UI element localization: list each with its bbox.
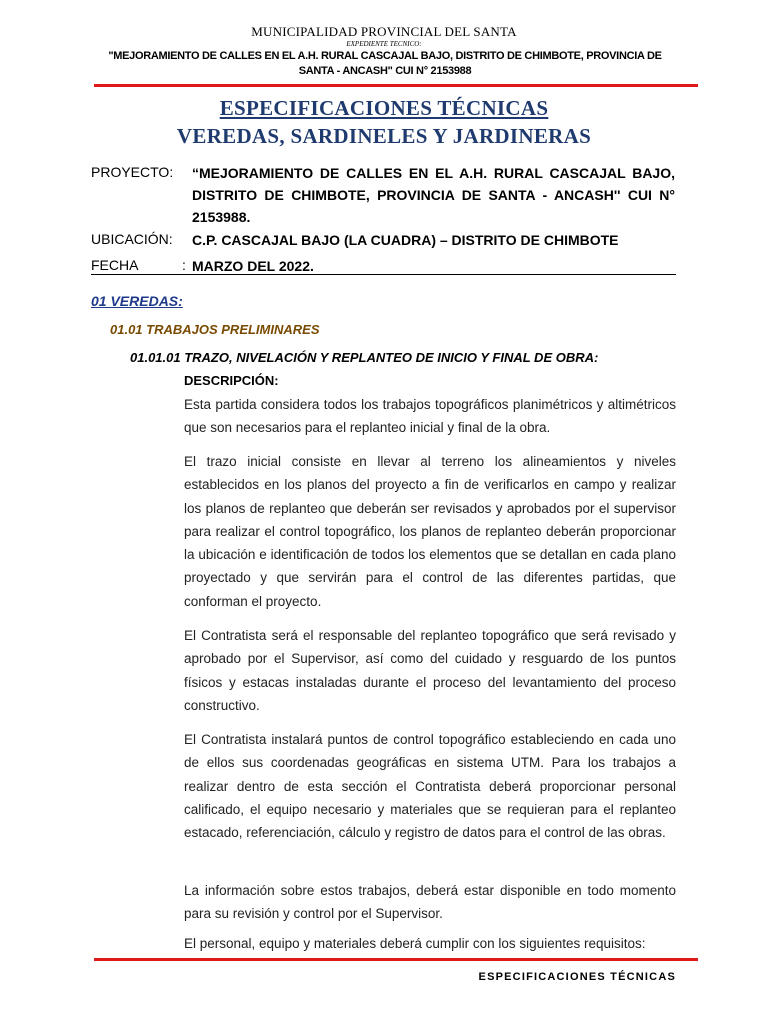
footer-divider	[94, 958, 698, 961]
ubicacion-value: C.P. CASCAJAL BAJO (LA CUADRA) – DISTRITO DE CHIMBOTE	[192, 232, 619, 248]
header-subtitle: EXPEDIENTE TECNICO:	[346, 40, 422, 48]
fecha-label: FECHA	[91, 257, 139, 273]
paragraph-5: La información sobre estos trabajos, deberá estar disponible en todo momento para su revisión y control por el Supervisor.	[184, 883, 676, 922]
footer-label: ESPECIFICACIONES TÉCNICAS	[478, 971, 676, 983]
proyecto-value: “MEJORAMIENTO DE CALLES EN EL A.H. RURAL CASCAJAL BAJO, DISTRITO DE CHIMBOTE, PROVINCIA DE SANTA - ANCASH'' CUI N° 2153988.	[192, 165, 675, 225]
fecha-value: MARZO DEL 2022.	[192, 258, 314, 274]
fecha-separator: :	[182, 257, 186, 273]
info-divider	[91, 274, 676, 275]
subsection-heading-trabajos: 01.01 TRABAJOS PRELIMINARES	[110, 322, 320, 337]
section-heading-veredas: 01 VEREDAS:	[91, 293, 183, 309]
item-heading-trazo: 01.01.01 TRAZO, NIVELACIÓN Y REPLANTEO DE INICIO Y FINAL DE OBRA:	[130, 350, 599, 365]
header-organization: MUNICIPALIDAD PROVINCIAL DEL SANTA	[251, 24, 517, 39]
paragraph-4: El Contratista instalará puntos de control topográfico estableciendo en cada uno de ellos sus coordenadas geográficas en sistema UTM. Para los trabajos a realizar dentro de esta sección el Contratista deberá proporcionar personal calificado, el equipo necesario y materiales que se requieran para el replanteo estacado, referenciación, cálculo y registro de datos para el control de las obras.	[184, 732, 676, 841]
ubicacion-label: UBICACIÓN:	[91, 231, 173, 247]
paragraph-2: El trazo inicial consiste en llevar al terreno los alineamientos y niveles establecidos en los planos del proyecto a fin de verificarlos en campo y realizar los planos de replanteo que deberán ser revisados y aprobados por el supervisor para realizar el control topográfico, los planos de replanteo deberán proporcionar la ubicación e identificación de todos los elementos que se detallan en cada plano proyectado y que servirán para el control de las diferentes partidas, que conforman el proyecto.	[184, 454, 676, 609]
paragraph-6: El personal, equipo y materiales deberá cumplir con los siguientes requisitos:	[184, 936, 646, 951]
document-title: ESPECIFICACIONES TÉCNICAS	[219, 96, 549, 120]
descripcion-heading: DESCRIPCIÓN:	[184, 373, 279, 388]
document-subtitle: VEREDAS, SARDINELES Y JARDINERAS	[176, 124, 592, 148]
paragraph-1: Esta partida considera todos los trabajos topográficos planimétricos y altimétricos que son necesarios para el replanteo inicial y final de la obra.	[184, 397, 676, 436]
header-project-line: "MEJORAMIENTO DE CALLES EN EL A.H. RURAL CASCAJAL BAJO, DISTRITO DE CHIMBOTE, PROVINCIA DE SANTA - ANCASH" CUI N° 2153988	[108, 50, 662, 77]
header-divider	[94, 84, 698, 87]
paragraph-3: El Contratista será el responsable del replanteo topográfico que será revisado y aprobado por el Supervisor, así como del cuidado y resguardo de los puntos físicos y estacas instaladas durante el proceso del levantamiento del proceso constructivo.	[184, 628, 676, 713]
proyecto-label: PROYECTO:	[91, 164, 174, 180]
